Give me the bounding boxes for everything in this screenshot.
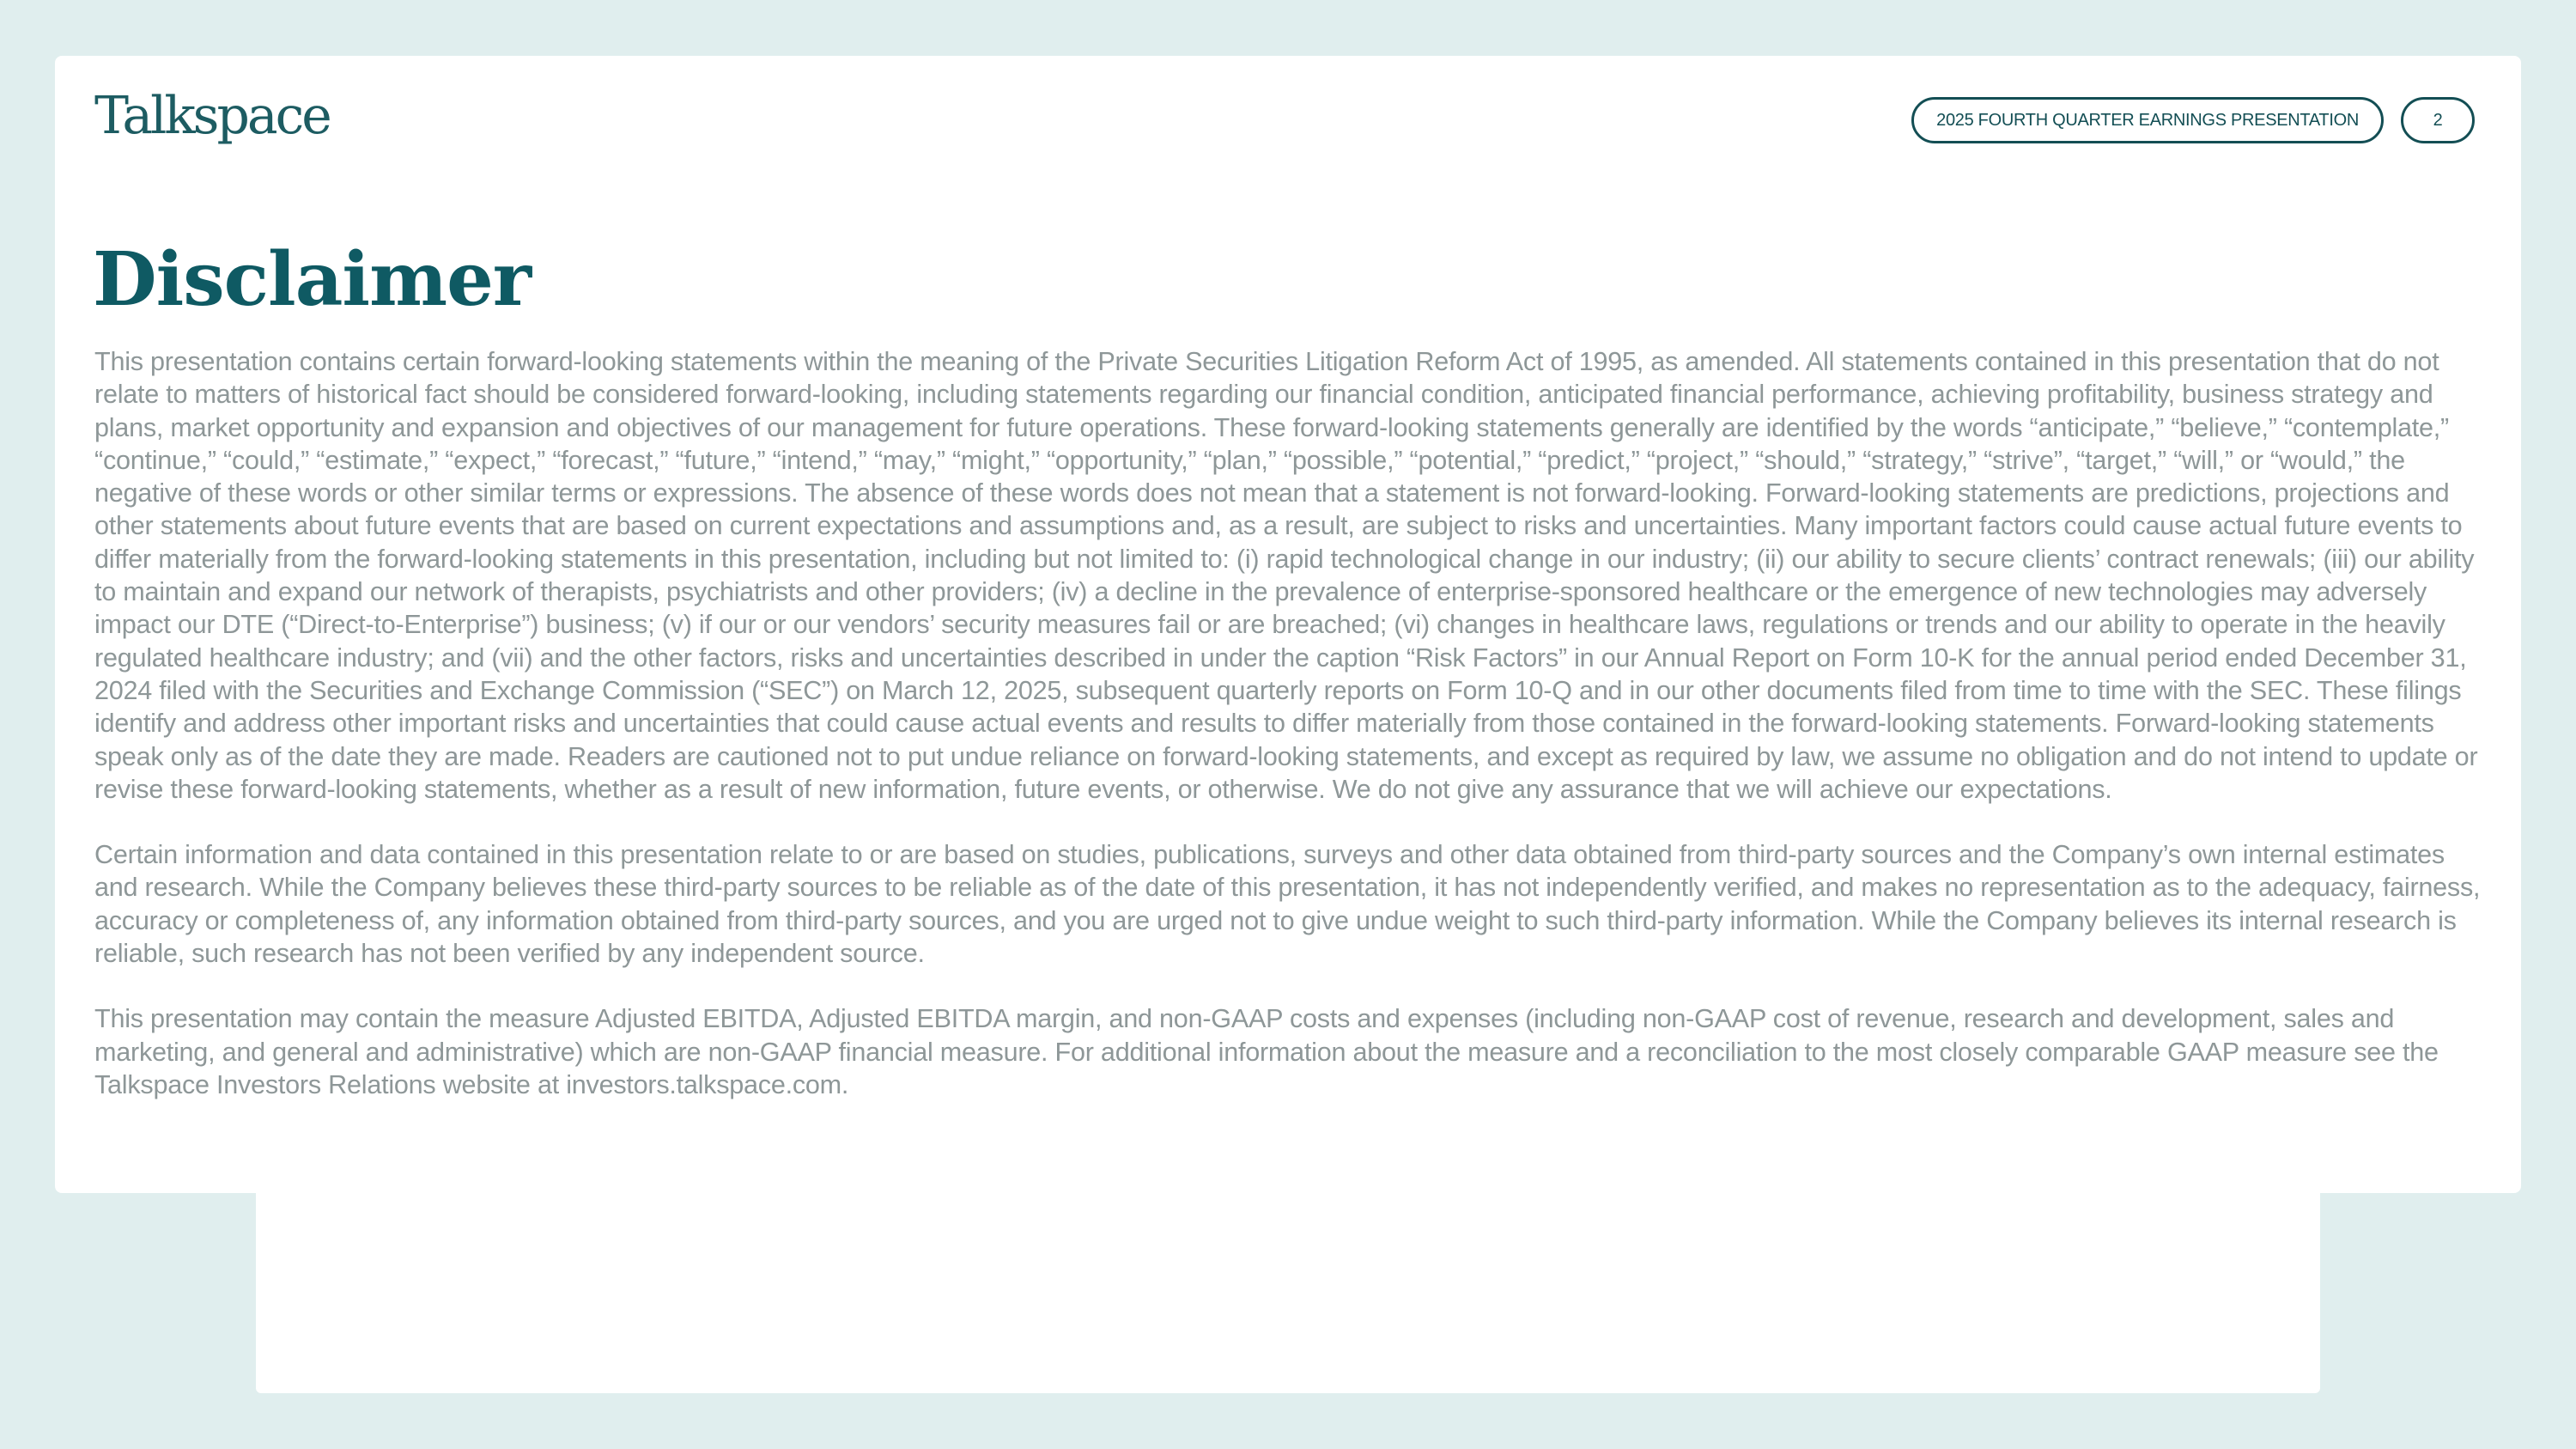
presentation-label-badge: 2025 FOURTH QUARTER EARNINGS PRESENTATION: [1911, 97, 2384, 143]
talkspace-logo: Talkspace: [94, 86, 330, 146]
header-pills: [1911, 97, 2475, 143]
slide-card: [55, 56, 2521, 1193]
non-gaap-paragraph: This presentation may contain the measure Adjusted EBITDA, Adjusted EBITDA margin, and non-GAAP costs and expenses (including non-GAAP cost of revenue, research and development, sales and marketing, and general and administrative) which are non-GAAP financial measure. For additional information about the measure and a reconciliation to the most closely comparable GAAP measure see the Talkspace Investors Relations website at investors.talkspace.com.: [94, 1004, 2439, 1099]
disclaimer-body: [94, 345, 2490, 1134]
third-party-data-paragraph: Certain information and data contained in this presentation relate to or are based on studies, publications, surveys and other data obtained from third-party sources and the Company’s own internal estimates and research. While the Company believes these third-party sources to be reliable as of the date of this presentation, it has not independently verified, and makes no representation as to the adequacy, fairness, accuracy or completeness of, any information obtained from third-party sources, and you are urged not to give undue weight to such third-party information. While the Company believes its internal research is reliable, such research has not been verified by any independent source.: [94, 840, 2481, 969]
forward-looking-paragraph: This presentation contains certain forward-looking statements within the meaning of the Private Securities Litigation Reform Act of 1995, as amended. All statements contained in this presentation that do not relate to matters of historical fact should be considered forward-looking, including statements regarding our financial condition, anticipated financial performance, achieving profitability, business strategy and plans, market opportunity and expansion and objectives of our management for future operations. These forward-looking statements generally are identified by the words “anticipate,” “believe,” “contemplate,” “continue,” “could,” “estimate,” “expect,” “forecast,” “future,” “intend,” “may,” “might,” “opportunity,” “plan,” “possible,” “potential,” “predict,” “project,” “should,” “strategy,” “strive”, “target,” “will,” or “would,” the negative of these words or other similar terms or expressions. The absence of these words does not mean that a statement is not forward-looking. Forward-looking statements are predictions, projections and other statements about future events that are based on current expectations and assumptions and, as a result, are subject to risks and uncertainties. Many important factors could cause actual future events to differ materially from the forward-looking statements in this presentation, including but not limited to: (i) rapid technological change in our industry; (ii) our ability to secure clients’ contract renewals; (iii) our ability to maintain and expand our network of therapists, psychiatrists and other providers; (iv) a decline in the prevalence of enterprise-sponsored healthcare or the emergence of new technologies may adversely impact our DTE (“Direct-to-Enterprise”) business; (v) if our or our vendors’ security measures fail or are breached; (vi) changes in healthcare laws, regulations or trends and our ability to operate in the heavily regulated healthcare industry; and (vii) and the other factors, risks and uncertainties described in under the caption “Risk Factors” in our Annual Report on Form 10-K for the annual period ended December 31, 2024 filed with the Securities and Exchange Commission (“SEC”) on March 12, 2025, subsequent quarterly reports on Form 10-Q and in our other documents filed from time to time with the SEC. These filings identify and address other important risks and uncertainties that could cause actual events and results to differ materially from those contained in the forward-looking statements. Forward-looking statements speak only as of the date they are made. Readers are cautioned not to put undue reliance on forward-looking statements, and except as required by law, we assume no obligation and do not intend to update or revise these forward-looking statements, whether as a result of new information, future events, or otherwise. We do not give any assurance that we will achieve our expectations.: [94, 347, 2478, 804]
page-title: Disclaimer: [93, 236, 532, 323]
page-number-badge: 2: [2401, 97, 2475, 143]
